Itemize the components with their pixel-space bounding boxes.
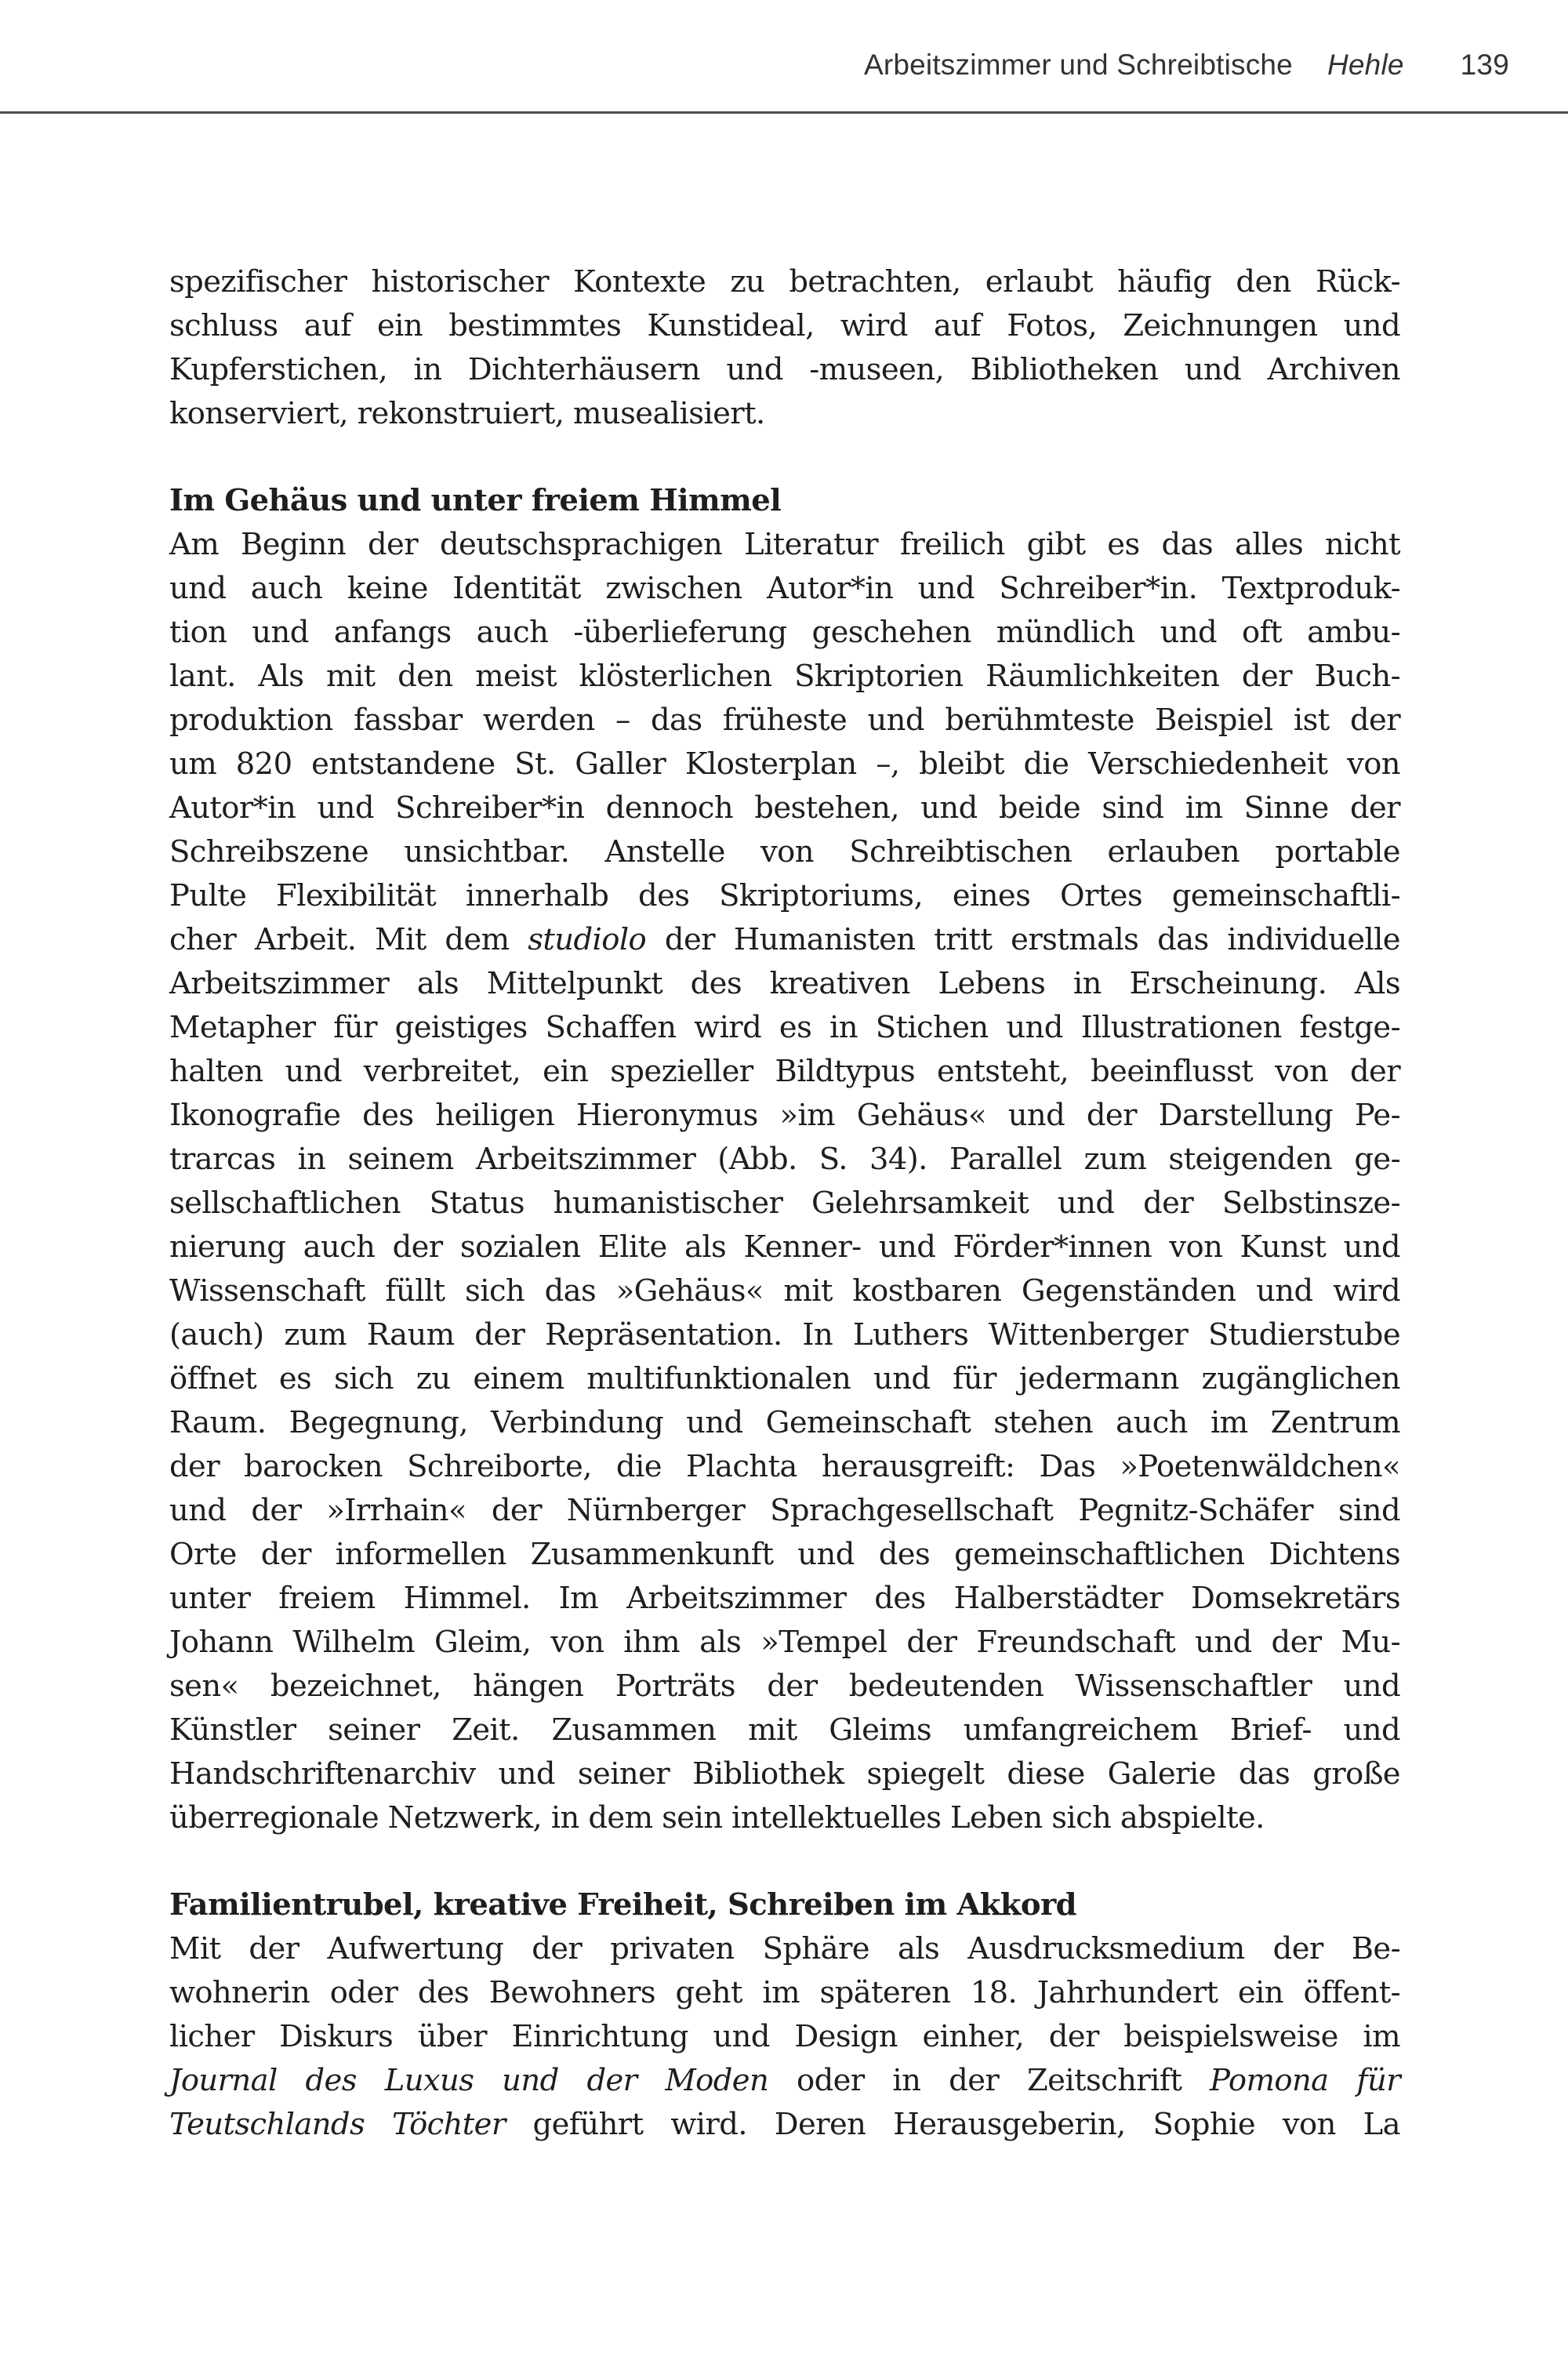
section-im-gehaeus (169, 479, 1400, 1840)
text-line: halten und verbreitet, ein spezieller Bildtypus entsteht, beeinflusst von der (169, 1054, 1400, 1089)
text-line: um 820 entstandene St. Galler Klosterplan –, bleibt die Verschiedenheit von (169, 746, 1400, 782)
body-text (169, 260, 1400, 2147)
text-line: Mit der Aufwertung der privaten Sphäre als Ausdrucksmedium der Be- (169, 1931, 1400, 1966)
italic-title: Pomona für (1210, 2063, 1400, 2098)
page-number: 139 (1460, 49, 1509, 81)
italic-title: Teutschlands Töchter (169, 2107, 506, 2142)
text-line: Am Beginn der deutschsprachigen Literatur freilich gibt es das alles nicht (169, 527, 1400, 562)
text-line: überregionale Netzwerk, in dem sein intellektuelles Leben sich abspielte. (169, 1800, 1265, 1836)
text-line: sen« bezeichnet, hängen Porträts der bedeutenden Wissenschaftler und (169, 1669, 1400, 1704)
section-heading: Im Gehäus und unter freiem Himmel (169, 483, 782, 518)
text-line: Johann Wilhelm Gleim, von ihm als »Tempel der Freundschaft und der Mu- (169, 1625, 1400, 1660)
section-gap (169, 1840, 1400, 1883)
text-line: licher Diskurs über Einrichtung und Design einher, der beispielsweise im (169, 2019, 1400, 2054)
text-line: Raum. Begegnung, Verbindung und Gemeinschaft stehen auch im Zentrum (169, 1405, 1400, 1440)
text-run: geführt wird. Deren Herausgeberin, Sophie von La (505, 2107, 1400, 2142)
text-line: (auch) zum Raum der Repräsentation. In Luthers Wittenberger Studierstube (169, 1317, 1400, 1353)
text-line: wohnerin oder des Bewohners geht im späteren 18. Jahrhundert ein öffent- (169, 1975, 1400, 2010)
section-familientrubel (169, 1883, 1400, 2147)
text-line: Künstler seiner Zeit. Zusammen mit Gleims umfangreichem Brief- und (169, 1712, 1400, 1748)
text-line: Orte der informellen Zusammenkunft und des gemeinschaftlichen Dichtens (169, 1537, 1400, 1572)
section-gap (169, 436, 1400, 479)
text-line (169, 2103, 1400, 2147)
text-line: lant. Als mit den meist klösterlichen Skriptorien Räumlichkeiten der Buch- (169, 659, 1400, 694)
text-line: öffnet es sich zu einem multifunktionalen und für jedermann zugänglichen (169, 1361, 1400, 1396)
text-line: schluss auf ein bestimmtes Kunstideal, wird auf Fotos, Zeichnungen und (169, 308, 1400, 343)
running-head-title: Arbeitszimmer und Schreibtische (863, 49, 1293, 81)
text-line: produktion fassbar werden – das früheste und berühmteste Beispiel ist der (169, 703, 1400, 738)
running-head (864, 49, 1509, 96)
text-line: spezifischer historischer Kontexte zu betrachten, erlaubt häufig den Rück- (169, 264, 1400, 300)
text-run: der Humanisten tritt erstmals das individuelle (646, 922, 1400, 957)
text-line (169, 918, 1400, 962)
text-line: tion und anfangs auch -überlieferung geschehen mündlich und oft ambu- (169, 615, 1400, 650)
text-line: Arbeitszimmer als Mittelpunkt des kreativen Lebens in Erscheinung. Als (169, 966, 1400, 1001)
italic-title: Journal des Luxus und der Moden (169, 2063, 769, 2098)
text-line: nierung auch der sozialen Elite als Kenner- und Förder*innen von Kunst und (169, 1229, 1400, 1265)
text-line: Metapher für geistiges Schaffen wird es in Stichen und Illustrationen festge- (169, 1010, 1400, 1045)
text-line: der barocken Schreiborte, die Plachta herausgreift: Das »Poetenwäldchen« (169, 1449, 1400, 1484)
text-line: Wissenschaft füllt sich das »Gehäus« mit kostbaren Gegenständen und wird (169, 1273, 1400, 1309)
text-run: oder in der Zeitschrift (768, 2063, 1210, 2098)
text-run: cher Arbeit. Mit dem (169, 922, 528, 957)
text-line: konserviert, rekonstruiert, musealisiert. (169, 396, 765, 431)
paragraph-intro (169, 260, 1400, 436)
text-line: Pulte Flexibilität innerhalb des Skriptoriums, eines Ortes gemeinschaftli- (169, 878, 1400, 913)
italic-term: studiolo (528, 922, 647, 957)
text-line: unter freiem Himmel. Im Arbeitszimmer des Halberstädter Domsekretärs (169, 1581, 1400, 1616)
text-line: Schreibszene unsichtbar. Anstelle von Schreibtischen erlauben portable (169, 834, 1400, 870)
text-line: und auch keine Identität zwischen Autor*in und Schreiber*in. Textproduk- (169, 571, 1400, 606)
running-head-author: Hehle (1327, 49, 1404, 81)
text-line: Handschriftenarchiv und seiner Bibliothek spiegelt diese Galerie das große (169, 1756, 1400, 1792)
header-rule (0, 111, 1568, 114)
text-line: Kupferstichen, in Dichterhäusern und -museen, Bibliotheken und Archiven (169, 352, 1400, 387)
text-line: Autor*in und Schreiber*in dennoch bestehen, und beide sind im Sinne der (169, 790, 1400, 826)
text-line: Ikonografie des heiligen Hieronymus »im Gehäus« und der Darstellung Pe- (169, 1098, 1400, 1133)
section-heading: Familientrubel, kreative Freiheit, Schreiben im Akkord (169, 1887, 1076, 1923)
text-line: trarcas in seinem Arbeitszimmer (Abb. S. 34). Parallel zum steigenden ge- (169, 1142, 1400, 1177)
text-line (169, 2059, 1400, 2103)
text-line: und der »Irrhain« der Nürnberger Sprachgesellschaft Pegnitz-Schäfer sind (169, 1493, 1400, 1528)
text-line: sellschaftlichen Status humanistischer Gelehrsamkeit und der Selbstinsze- (169, 1186, 1400, 1221)
